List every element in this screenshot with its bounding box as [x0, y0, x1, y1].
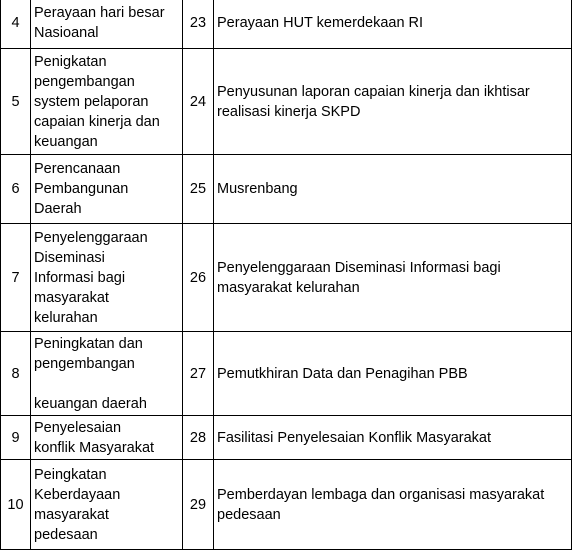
program-name: Perayaan hari besar Nasioanal: [31, 0, 183, 49]
activity-name: Pemberdayan lembaga dan organisasi masyarakat pedesaan: [214, 460, 572, 550]
program-name: Peingkatan Keberdayaan masyarakat pedesaan: [31, 460, 183, 550]
program-name: Penyelesaian konflik Masyarakat: [31, 416, 183, 460]
activity-number: 25: [183, 155, 214, 224]
table-row: [1, 155, 572, 224]
activity-name: Pemutkhiran Data dan Penagihan PBB: [214, 332, 572, 416]
activity-name: Penyusunan laporan capaian kinerja dan ikhtisar realisasi kinerja SKPD: [214, 49, 572, 155]
program-number: 10: [1, 460, 31, 550]
table-row: [1, 460, 572, 550]
activity-number: 29: [183, 460, 214, 550]
activity-number: 27: [183, 332, 214, 416]
activity-name: Musrenbang: [214, 155, 572, 224]
program-name: Peningkatan dan pengembangan keuangan daerah: [31, 332, 183, 416]
table-row: [1, 49, 572, 155]
activity-number: 28: [183, 416, 214, 460]
program-name: Penyelenggaraan Diseminasi Informasi bagi masyarakat kelurahan: [31, 224, 183, 332]
activity-number: 24: [183, 49, 214, 155]
program-name: Perencanaan Pembangunan Daerah: [31, 155, 183, 224]
activity-name: Perayaan HUT kemerdekaan RI: [214, 0, 572, 49]
program-name: Penigkatan pengembangan system pelaporan capaian kinerja dan keuangan: [31, 49, 183, 155]
program-number: 6: [1, 155, 31, 224]
activity-number: 26: [183, 224, 214, 332]
table-row: [1, 224, 572, 332]
activity-name: Penyelenggaraan Diseminasi Informasi bagi masyarakat kelurahan: [214, 224, 572, 332]
table-row: [1, 0, 572, 49]
activity-name: Fasilitasi Penyelesaian Konflik Masyarakat: [214, 416, 572, 460]
table-row: [1, 332, 572, 416]
table-row: [1, 416, 572, 460]
program-number: 7: [1, 224, 31, 332]
program-number: 9: [1, 416, 31, 460]
program-number: 8: [1, 332, 31, 416]
program-number: 5: [1, 49, 31, 155]
program-number: 4: [1, 0, 31, 49]
activity-number: 23: [183, 0, 214, 49]
